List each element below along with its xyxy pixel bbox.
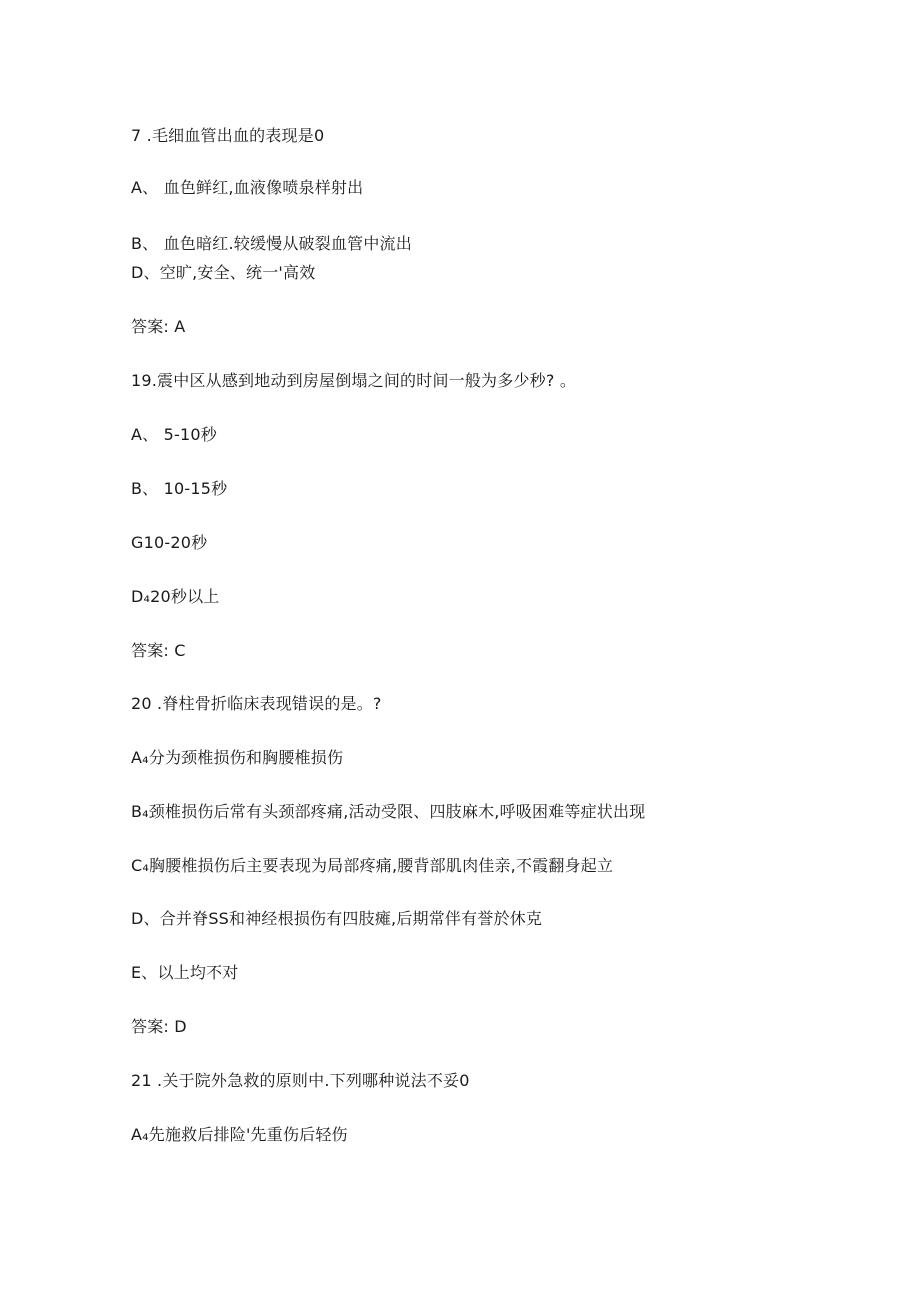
q19-option-b: B、 10-15秒: [131, 479, 228, 498]
q7-question: 7 .毛细血管出血的表现是0: [131, 126, 325, 145]
q20-option-d: D、合并脊SS和神经根损伤有四肢瘫,后期常伴有誉於休克: [131, 909, 543, 928]
q19-option-d: D₄20秒以上: [131, 587, 220, 606]
q19-answer: 答案: C: [131, 641, 186, 660]
q20-answer: 答案: D: [131, 1017, 187, 1036]
q20-question: 20 .脊柱骨折临床表现错误的是。?: [131, 694, 382, 713]
q7-option-a: A、 血色鲜红,血液像喷泉样射出: [131, 178, 364, 197]
q19-option-c: G10-20秒: [131, 533, 208, 552]
q20-option-e: E、以上均不对: [131, 963, 239, 982]
q7-answer: 答案: A: [131, 317, 186, 336]
q20-option-c: C₄胸腰椎损伤后主要表现为局部疼痛,腰背部肌肉佳亲,不霞翻身起立: [131, 856, 614, 875]
q21-question: 21 .关于院外急救的原则中.下列哪种说法不妥0: [131, 1071, 470, 1090]
q20-option-a: A₄分为颈椎损伤和胸腰椎损伤: [131, 748, 344, 767]
q7-option-b: B、 血色暗红.较缓慢从破裂血管中流出: [131, 234, 412, 253]
q20-option-b: B₄颈椎损伤后常有头颈部疼痛,活动受限、四肢麻木,呼吸困难等症状出现: [131, 802, 646, 821]
q19-question: 19.震中区从感到地动到房屋倒塌之间的时间一般为多少秒? 。: [131, 371, 577, 390]
q19-option-a: A、 5-10秒: [131, 425, 217, 444]
q21-option-a: A₄先施救后排险'先重伤后轻伤: [131, 1125, 348, 1144]
q7-option-d: D、空旷,安全、统一'高效: [131, 263, 316, 282]
